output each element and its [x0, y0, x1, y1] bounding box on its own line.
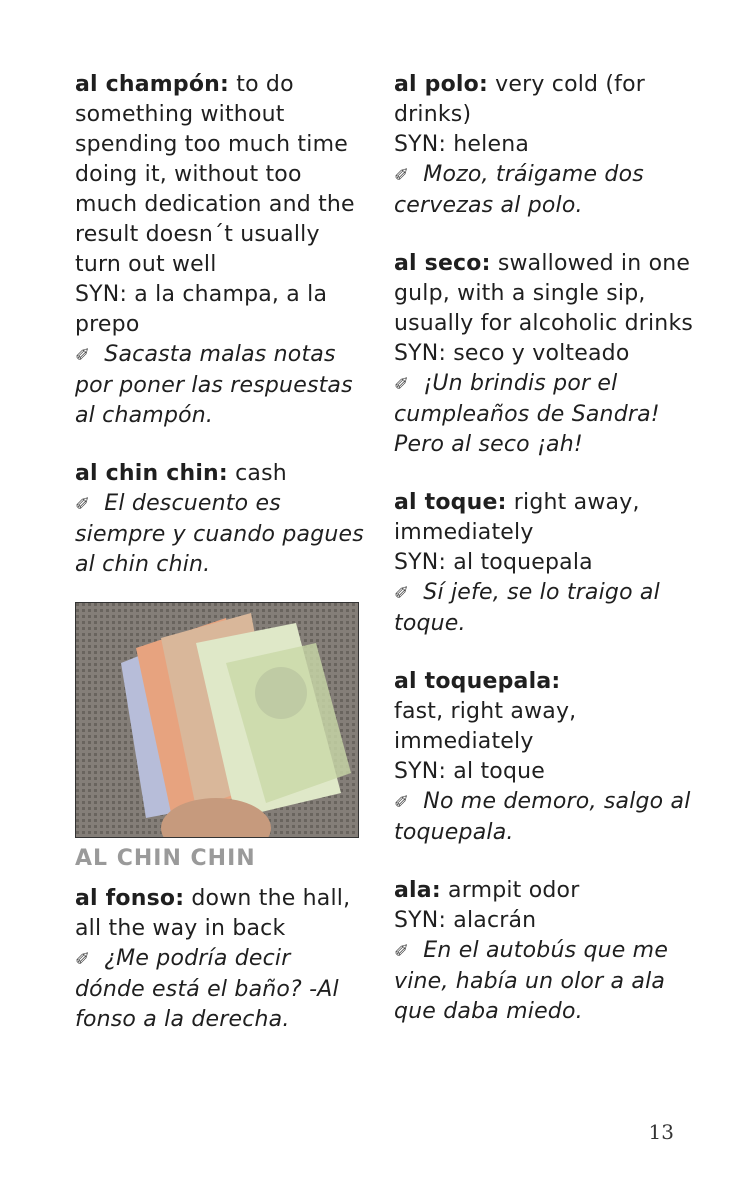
example — [394, 936, 694, 1027]
pencil-icon: ✐ — [394, 165, 410, 186]
example-text: Sacasta malas notas por poner las respuestas al champón. — [75, 342, 353, 428]
example — [75, 489, 365, 580]
headword: al toque: — [394, 490, 507, 515]
example — [394, 160, 694, 221]
banknotes-photo — [75, 602, 359, 838]
example-text: ¿Me podría decir dónde está el baño? -Al fonso a la derecha. — [75, 946, 339, 1032]
definition: very cold (for drinks) — [394, 72, 646, 127]
right-column — [394, 70, 694, 1027]
entry-al-seco — [394, 249, 694, 460]
definition: right away, immediately — [394, 490, 640, 545]
pencil-icon: ✐ — [394, 941, 410, 962]
example-text: En el autobús que me vine, había un olor a ala que daba miedo. — [394, 938, 669, 1024]
definition: cash — [227, 461, 287, 486]
synonyms: SYN: seco y volteado — [394, 341, 630, 366]
example — [75, 944, 365, 1035]
synonyms: SYN: helena — [394, 132, 530, 157]
example-text: No me demoro, salgo al toquepala. — [394, 789, 691, 845]
pencil-icon: ✐ — [394, 374, 410, 395]
synonyms: SYN: a la champa, a la prepo — [75, 282, 328, 337]
example-text: El descuento es siempre y cuando pagues al chin chin. — [75, 491, 364, 577]
page-number: 13 — [648, 1120, 674, 1144]
headword: al seco: — [394, 251, 491, 276]
entry-al-polo — [394, 70, 694, 221]
example — [394, 787, 694, 848]
pencil-icon: ✐ — [75, 345, 91, 366]
entry-al-champon — [75, 70, 365, 431]
definition: down the hall, all the way in back — [75, 886, 351, 941]
example-text: ¡Un brindis por el cumpleaños de Sandra! Pero al seco ¡ah! — [394, 371, 660, 457]
photo-caption: AL CHIN CHIN — [75, 846, 256, 871]
entry-al-toque — [394, 488, 694, 639]
definition: armpit odor — [440, 878, 580, 903]
headword: al toquepala: — [394, 669, 561, 694]
entry-ala — [394, 876, 694, 1027]
definition: fast, right away, immediately — [394, 699, 577, 754]
pencil-icon: ✐ — [75, 949, 91, 970]
definition: to do something without spending too much time doing it, without too much dedication and the result doesn´t usually turn out well — [75, 72, 355, 277]
left-column — [75, 70, 365, 1035]
synonyms: SYN: al toquepala — [394, 550, 593, 575]
headword: al fonso: — [75, 886, 185, 911]
pencil-icon: ✐ — [394, 583, 410, 604]
headword: al polo: — [394, 72, 488, 97]
example-text: Sí jefe, se lo traigo al toque. — [394, 580, 660, 636]
entry-al-fonso — [75, 884, 365, 1035]
pencil-icon: ✐ — [75, 494, 91, 515]
example-text: Mozo, tráigame dos cervezas al polo. — [394, 162, 644, 218]
example — [75, 340, 365, 431]
entry-al-chin-chin — [75, 459, 365, 580]
definition: swallowed in one gulp, with a single sip, usually for alcoholic drinks — [394, 251, 694, 336]
example — [394, 578, 694, 639]
synonyms: SYN: al toque — [394, 759, 545, 784]
example — [394, 369, 694, 460]
headword: al champón: — [75, 72, 230, 97]
headword: al chin chin: — [75, 461, 228, 486]
pencil-icon: ✐ — [394, 792, 410, 813]
synonyms: SYN: alacrán — [394, 908, 537, 933]
headword: ala: — [394, 878, 441, 903]
entry-al-toquepala — [394, 667, 694, 848]
banknotes-illustration — [76, 603, 358, 837]
